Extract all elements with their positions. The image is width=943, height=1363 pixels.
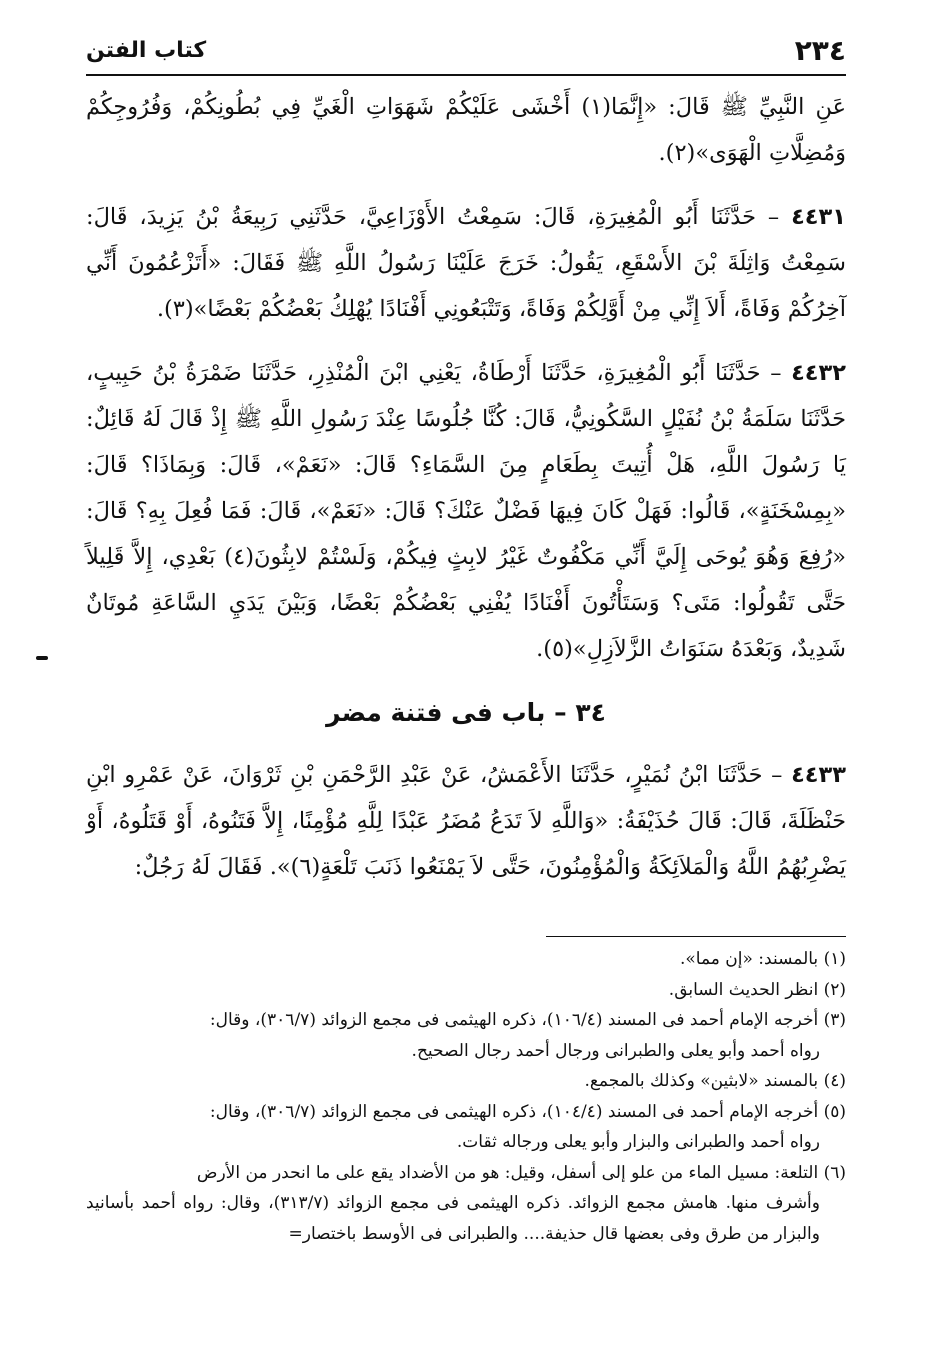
hadith-text: – حَدَّثَنَا أَبُو الْمُغِيرَةِ، حَدَّثَنَا أَرْطَاةُ، يَعْنِي ابْنَ الْمُنْذِرِ، حَدَّثَنَا ضَمْرَةُ بْنُ حَبِيبٍ، حَدَّثَنَا سَلَمَةُ بْنُ نُفَيْلٍ السَّكُونِيُّ، قَالَ: كُنَّا جُلُوسًا عِنْدَ رَسُولِ اللَّهِ ﷺ إِذْ قَالَ لَهُ قَائِلٌ: يَا رَسُولَ اللَّهِ، هَلْ أُتِيتَ بِطَعَامٍ مِنَ السَّمَاءِ؟ قَالَ: «نَعَمْ»، قَالَ: وَبِمَاذَا؟ قَالَ: «بِمِسْخَنَةٍ»، قَالُوا: فَهَلْ كَانَ فِيهَا فَضْلٌ عَنْكَ؟ قَالَ: «نَعَمْ»، قَالَ: فَمَا فُعِلَ بِهِ؟ قَالَ: «رُفِعَ وَهُوَ يُوحَى إِلَيَّ أَنِّي مَكْفُوتٌ غَيْرُ لابِثٍ فِيكُمْ، وَلَسْتُمْ لابِثُونَ(٤) بَعْدِي، إِلاَّ قَلِيلاً حَتَّى تَقُولُوا: مَتَى؟ وَسَتَأْتُونَ أَفْنَادًا يُفْنِي بَعْضُكُمْ بَعْضًا، وَبَيْنَ يَدَيِ السَّاعَةِ مُوتَانٌ شَدِيدٌ، وَبَعْدَهُ سَنَوَاتُ الزَّلاَزِلِ»(٥).: [86, 360, 846, 662]
footnote-5: (٥) أخرجه الإمام أحمد فى المسند (١٠٤/٤)، ذكره الهيثمى فى مجمع الزوائد (٣٠٦/٧)، وقال:: [209, 1101, 846, 1122]
footnote-3: (٣) أخرجه الإمام أحمد فى المسند (١٠٦/٤)، ذكره الهيثمى فى مجمع الزوائد (٣٠٦/٧)، وقال:: [209, 1010, 846, 1030]
footnote-1: (١) بالمسند: «إن مما».: [679, 949, 846, 969]
footnote-5-continuation: رواه أحمد والطبرانى والبزار وأبو يعلى ورجاله ثقات.: [456, 1132, 820, 1152]
book-title: كتاب الفتن: [86, 38, 207, 63]
hadith-number: ٤٤٣٢: [791, 360, 846, 386]
hadith-number: ٤٤٣٣: [791, 762, 846, 788]
footnote-6-continuation: وأشرف منها. هامش مجمع الزوائد. ذكره الهيثمى فى مجمع الزوائد (٣١٣/٧)، وقال: رواه أحمد بأسانيد والبزار من طرق وفى بعضها قال حذيفة.... والطبرانى فى الأوسط باختصار=: [86, 1193, 820, 1244]
hadith-text: – حَدَّثَنَا ابْنُ نُمَيْرٍ، حَدَّثَنَا الأَعْمَشُ، عَنْ عَبْدِ الرَّحْمَنِ بْنِ ثَرْوَانَ، عَنْ عَمْرِو ابْنِ حَنْظَلَةَ، قَالَ: قَالَ حُذَيْفَةُ: «وَاللَّهِ لاَ تَدَعُ مُضَرُ عَبْدًا لِلَّهِ مُؤْمِنًا، إِلاَّ فَتَنُوهُ، أَوْ قَتَلُوهُ، أَوْ يَضْرِبُهُمُ اللَّهُ وَالْمَلاَئِكَةُ وَالْمُؤْمِنُونَ، حَتَّى لاَ يَمْنَعُوا ذَنَبَ تَلْعَةٍ(٦)». فَقَالَ لَهُ رَجُلٌ:: [86, 762, 846, 880]
footnote-separator: [546, 936, 846, 937]
chapter-heading: ٣٤ – باب فى فتنة مضر: [326, 698, 606, 727]
hadith-4431: [86, 194, 846, 332]
hadith-4433: [86, 752, 846, 890]
footnote-4: (٤) بالمسند «لابثين» وكذلك بالمجمع.: [584, 1071, 846, 1091]
margin-mark: [36, 656, 48, 660]
footnote-6: (٦) التلعة: مسيل الماء من علو إلى أسفل، وقيل: هو من الأضداد يقع على ما انحدر من الأرض: [196, 1162, 846, 1183]
page-header: [86, 30, 846, 76]
hadith-number: ٤٤٣١: [791, 204, 846, 230]
hadith-4432: [86, 350, 846, 672]
page-number: ٢٣٤: [794, 34, 846, 67]
footnotes: [86, 944, 846, 1249]
main-text: [86, 84, 846, 908]
hadith-text: – حَدَّثَنَا أَبُو الْمُغِيرَةِ، قَالَ: سَمِعْتُ الأَوْزَاعِيَّ، حَدَّثَنِي رَبِيعَةُ بْنُ يَزِيدَ، قَالَ: سَمِعْتُ وَاثِلَةَ بْنَ الأَسْقَعِ، يَقُولُ: خَرَجَ عَلَيْنَا رَسُولُ اللَّهِ ﷺ فَقَالَ: «أَتَزْعُمُونَ أَنِّي آخِرُكُمْ وَفَاةً، أَلاَ إِنِّي مِنْ أَوَّلِكُمْ وَفَاةً، وَتَتْبَعُونِي أَفْنَادًا يُهْلِكُ بَعْضُكُمْ بَعْضًا»(٣).: [86, 204, 846, 322]
hadith-continuation: عَنِ النَّبِيِّ ﷺ قَالَ: «إِنَّمَا(١) أَخْشَى عَلَيْكُمْ شَهَوَاتِ الْغَيِّ فِي بُطُونِكُمْ، وَفُرُوجِكُمْ وَمُضِلَّاتِ الْهَوَى»(٢).: [86, 94, 847, 166]
footnote-2: (٢) انظر الحديث السابق.: [668, 979, 846, 1000]
footnote-3-continuation: رواه أحمد وأبو يعلى والطبرانى ورجال أحمد رجال الصحيح.: [411, 1040, 820, 1061]
